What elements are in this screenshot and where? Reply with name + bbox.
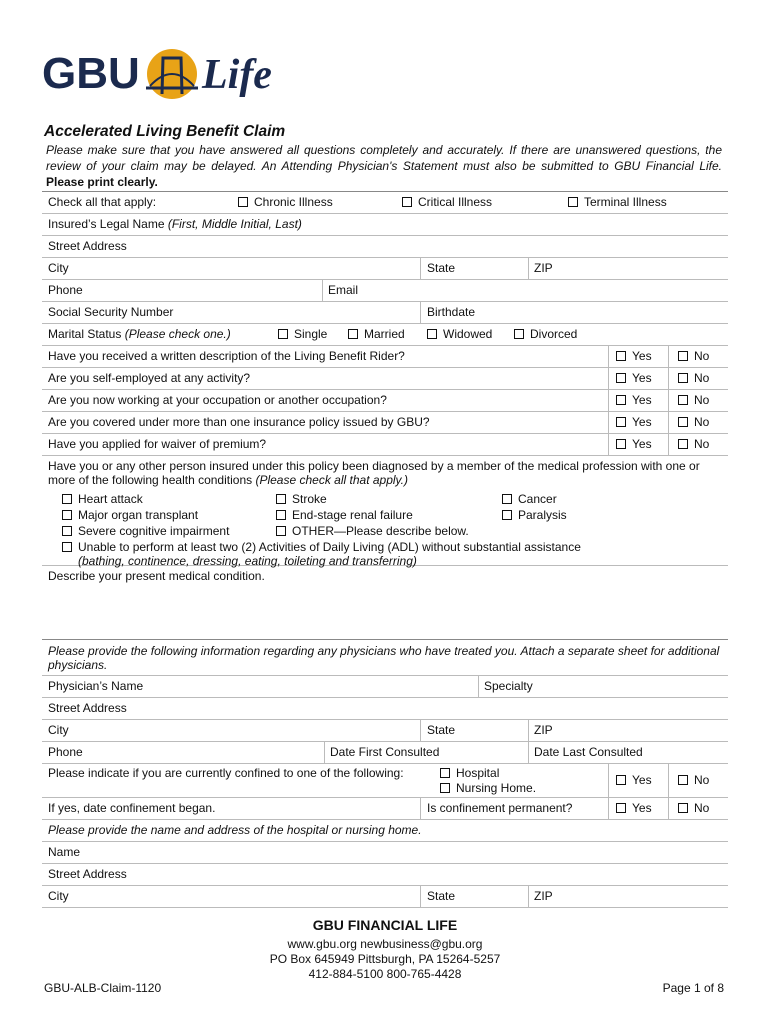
checkbox-icon[interactable] xyxy=(514,329,524,339)
divorced-option[interactable]: Divorced xyxy=(514,324,577,345)
footer-company: GBU FINANCIAL LIFE xyxy=(312,917,458,933)
stroke-option[interactable]: Stroke xyxy=(276,492,327,506)
checkbox-icon xyxy=(678,417,688,427)
other-option[interactable]: OTHER—Please describe below. xyxy=(276,524,469,538)
checkbox-icon xyxy=(616,373,626,383)
zip-field[interactable]: ZIP xyxy=(534,261,553,275)
checkbox-icon[interactable] xyxy=(348,329,358,339)
question-text: Have you received a written description of the Living Benefit Rider? xyxy=(48,349,405,363)
checkbox-icon[interactable] xyxy=(427,329,437,339)
checkbox-icon[interactable] xyxy=(238,197,248,207)
physician-city-row xyxy=(42,720,728,742)
describe-label: Describe your present medical condition. xyxy=(48,569,265,583)
yes-option[interactable]: Yes xyxy=(616,390,652,411)
question-text: Are you now working at your occupation or another occupation? xyxy=(48,393,387,407)
paralysis-option[interactable]: Paralysis xyxy=(502,508,567,522)
checkbox-icon xyxy=(616,417,626,427)
claim-form xyxy=(42,191,728,908)
checkbox-icon[interactable] xyxy=(568,197,578,207)
question-row xyxy=(42,412,728,434)
intro-body: Please make sure that you have answered all questions completely and accurately. If there are unanswered questions, the review of your claim may be delayed. An Attending Physician's Statement must also be submitted to GBU Financial Life. xyxy=(46,143,722,173)
claim-type-row xyxy=(42,192,728,214)
hospital-zip-field[interactable]: ZIP xyxy=(534,889,553,903)
diagnosis-question: Have you or any other person insured under this policy been diagnosed by a member of the medical profession with one or more of the following health conditions (Please check all that apply.) xyxy=(48,459,700,487)
checkbox-icon xyxy=(616,395,626,405)
question-row xyxy=(42,368,728,390)
specialty-field[interactable]: Specialty xyxy=(484,679,533,693)
physician-name-field[interactable]: Physician’s Name xyxy=(48,679,144,693)
insured-name-label: Insured’s Legal Name (First, Middle Initial, Last) xyxy=(48,217,302,231)
intro-bold: Please print clearly. xyxy=(46,175,158,189)
hospital-city-row xyxy=(42,886,728,908)
page-number: Page 1 of 8 xyxy=(662,981,724,995)
logo-text: GBU xyxy=(42,49,140,98)
chronic-illness-option[interactable]: Chronic Illness xyxy=(238,192,333,213)
logo-script: Life xyxy=(202,52,272,98)
intro-text xyxy=(46,142,722,190)
checkbox-icon xyxy=(616,439,626,449)
yes-option[interactable]: Yes xyxy=(616,346,652,367)
hospital-state-field[interactable]: State xyxy=(427,889,456,903)
form-title: Accelerated Living Benefit Claim xyxy=(44,123,286,140)
describe-condition-field[interactable] xyxy=(42,566,728,640)
cognitive-impairment-option[interactable]: Severe cognitive impairment xyxy=(62,524,229,538)
checkbox-icon[interactable] xyxy=(278,329,288,339)
phone-row xyxy=(42,280,728,302)
physician-phone-row xyxy=(42,742,728,764)
marital-row xyxy=(42,324,728,346)
footer-web-email: www.gbu.org newbusiness@gbu.org xyxy=(287,937,483,951)
hospital-city-field[interactable]: City xyxy=(48,889,69,903)
gbu-life-logo xyxy=(42,44,302,110)
physician-phone-field[interactable]: Phone xyxy=(48,745,83,759)
married-option[interactable]: Married xyxy=(348,324,405,345)
physician-intro: Please provide the following information regarding any physicians who have treated you. Attach a separate sheet for additional physicians. xyxy=(48,644,720,672)
yes-option[interactable]: Yes xyxy=(616,368,652,389)
no-option[interactable]: No xyxy=(678,368,709,389)
yes-option[interactable]: Yes xyxy=(616,434,652,455)
birthdate-field[interactable]: Birthdate xyxy=(427,305,476,319)
question-text: Have you applied for waiver of premium? xyxy=(48,437,267,451)
hospital-option[interactable]: Hospital xyxy=(440,766,499,780)
claim-type-label: Check all that apply: xyxy=(48,195,157,209)
cancer-option[interactable]: Cancer xyxy=(502,492,557,506)
renal-failure-option[interactable]: End-stage renal failure xyxy=(276,508,413,522)
ssn-row xyxy=(42,302,728,324)
widowed-option[interactable]: Widowed xyxy=(427,324,492,345)
hospital-street-row[interactable] xyxy=(42,864,728,886)
checkbox-icon xyxy=(678,351,688,361)
confinement-row xyxy=(42,764,728,798)
city-field[interactable]: City xyxy=(48,261,69,275)
street-label: Street Address xyxy=(48,239,127,253)
hospital-name-label: Name xyxy=(48,845,81,859)
hospital-name-row[interactable] xyxy=(42,842,728,864)
footer-address: PO Box 645949 Pittsburgh, PA 15264-5257 xyxy=(269,952,501,966)
marital-label: Marital Status (Please check one.) xyxy=(48,327,231,341)
terminal-illness-option[interactable]: Terminal Illness xyxy=(568,192,667,213)
no-option[interactable]: No xyxy=(678,764,709,797)
checkbox-icon xyxy=(616,351,626,361)
yes-option[interactable]: Yes xyxy=(616,764,652,797)
city-row xyxy=(42,258,728,280)
no-option[interactable]: No xyxy=(678,434,709,455)
state-field[interactable]: State xyxy=(427,261,456,275)
physician-street-row[interactable] xyxy=(42,698,728,720)
confinement-question: Please indicate if you are currently confined to one of the following: xyxy=(48,766,404,780)
checkbox-icon xyxy=(678,395,688,405)
checkbox-icon xyxy=(678,373,688,383)
phone-field[interactable]: Phone xyxy=(48,283,83,297)
no-option[interactable]: No xyxy=(678,390,709,411)
form-code: GBU-ALB-Claim-1120 xyxy=(44,981,162,995)
no-option[interactable]: No xyxy=(678,412,709,433)
diagnosis-block xyxy=(42,456,728,566)
permanent-label: Is confinement permanent? xyxy=(427,801,573,815)
hospital-street-label: Street Address xyxy=(48,867,127,881)
question-row xyxy=(42,346,728,368)
street-row[interactable] xyxy=(42,236,728,258)
question-row xyxy=(42,390,728,412)
confinement-date-row xyxy=(42,798,728,820)
no-option[interactable]: No xyxy=(678,798,709,819)
physician-city-field[interactable]: City xyxy=(48,723,69,737)
question-text: Are you self-employed at any activity? xyxy=(48,371,251,385)
date-first-consulted-field[interactable]: Date First Consulted xyxy=(330,745,440,759)
hospital-intro-row xyxy=(42,820,728,842)
single-option[interactable]: Single xyxy=(278,324,327,345)
insured-name-row[interactable] xyxy=(42,214,728,236)
question-text: Are you covered under more than one insurance policy issued by GBU? xyxy=(48,415,430,429)
critical-illness-option[interactable]: Critical Illness xyxy=(402,192,492,213)
yes-option[interactable]: Yes xyxy=(616,412,652,433)
ssn-field[interactable]: Social Security Number xyxy=(48,305,174,319)
date-last-consulted-field[interactable]: Date Last Consulted xyxy=(534,745,643,759)
physician-state-field[interactable]: State xyxy=(427,723,456,737)
physician-zip-field[interactable]: ZIP xyxy=(534,723,553,737)
no-option[interactable]: No xyxy=(678,346,709,367)
adl-option[interactable]: Unable to perform at least two (2) Activities of Daily Living (ADL) without substantial assistance xyxy=(62,540,581,554)
organ-transplant-option[interactable]: Major organ transplant xyxy=(62,508,198,522)
physician-intro-row xyxy=(42,640,728,676)
email-field[interactable]: Email xyxy=(328,283,359,297)
logo-graphic xyxy=(42,44,302,110)
physician-name-row xyxy=(42,676,728,698)
checkbox-icon xyxy=(678,439,688,449)
heart-attack-option[interactable]: Heart attack xyxy=(62,492,143,506)
yes-option[interactable]: Yes xyxy=(616,798,652,819)
hospital-intro: Please provide the name and address of the hospital or nursing home. xyxy=(48,823,422,837)
nursing-home-option[interactable]: Nursing Home. xyxy=(440,781,536,795)
question-row xyxy=(42,434,728,456)
checkbox-icon[interactable] xyxy=(402,197,412,207)
confinement-date-field[interactable]: If yes, date confinement began. xyxy=(48,801,216,815)
footer-phones: 412-884-5100 800-765-4428 xyxy=(308,967,462,981)
physician-street-label: Street Address xyxy=(48,701,127,715)
adl-hint: (bathing, continence, dressing, eating, toileting and transferring) xyxy=(78,554,417,568)
